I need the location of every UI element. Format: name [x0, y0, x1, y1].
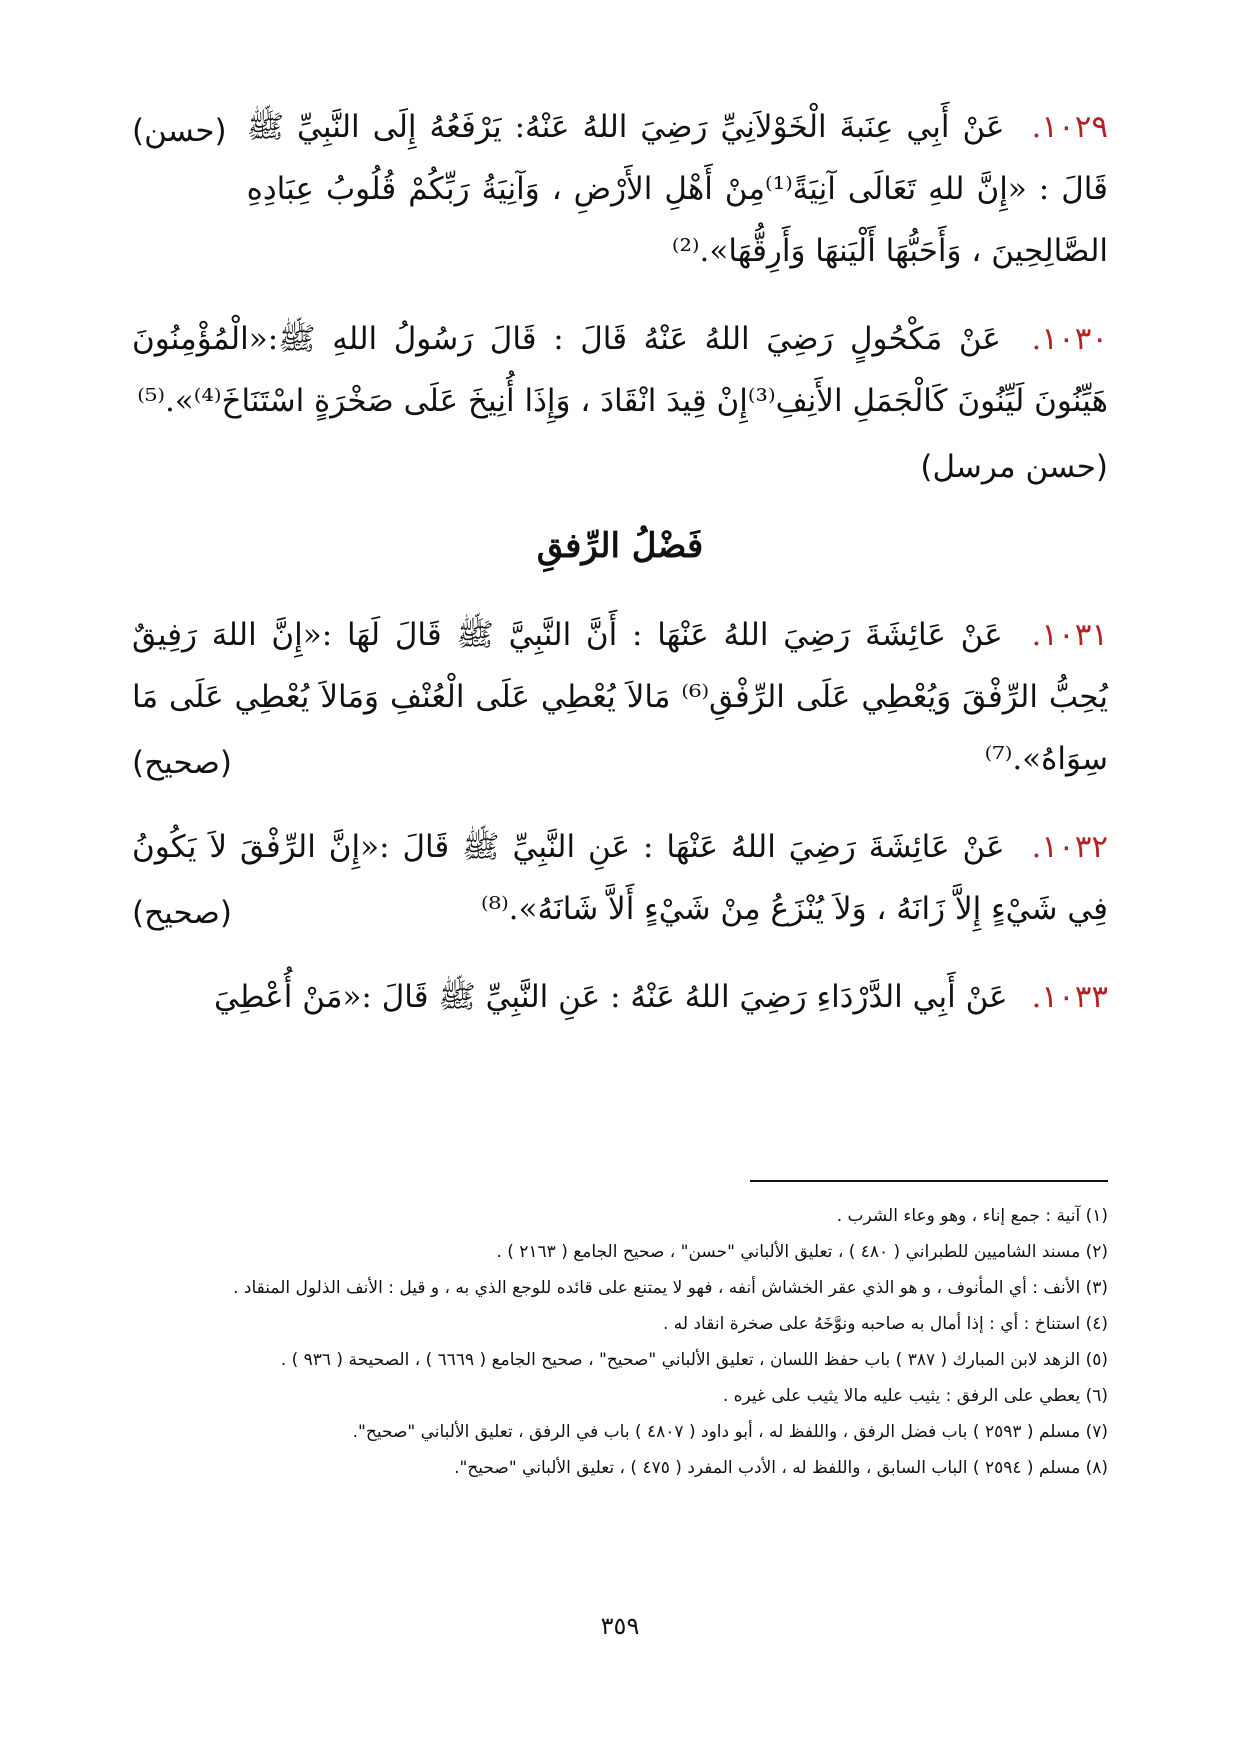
- hadith-text: عَنْ مَكْحُولٍ رَضِيَ اللهُ عَنْهُ قَالَ : قَالَ رَسُولُ اللهِ ﷺ:«الْمُؤْمِنُونَ هَيِّنُونَ لَيِّنُونَ كَالْجَمَلِ الأَنِفِ⁽³⁾إِنْ قِيدَ انْقَادَ ، وَإِذَا أُنِيخَ عَلَى صَخْرَةٍ اسْتَنَاخَ⁽⁴⁾».⁽⁵⁾: [132, 321, 1108, 419]
- footnotes: [132, 1198, 1108, 1486]
- hadith-number: ١٠٣١.: [1031, 617, 1108, 653]
- hadith-text: عَنْ عَائِشَةَ رَضِيَ اللهُ عَنْهَا : أَنَّ النَّبِيَّ ﷺ قَالَ لَهَا :«إِنَّ اللهَ رَفِيقٌ يُحِبُّ الرِّفْقَ وَيُعْطِي عَلَى الرِّفْقِ⁽⁶⁾ مَالاَ يُعْطِي عَلَى الْعُنْفِ وَمَالاَ يُعْطِي عَلَى مَا سِوَاهُ».⁽⁷⁾: [132, 617, 1108, 777]
- hadith-text: عَنْ عَائِشَةَ رَضِيَ اللهُ عَنْهَا : عَنِ النَّبِيِّ ﷺ قَالَ :«إِنَّ الرِّفْقَ لاَ يَكُونُ فِي شَيْءٍ إِلاَّ زَانَهُ ، وَلاَ يُنْزَعُ مِنْ شَيْءٍ أَلاَّ شَانَهُ».⁽⁸⁾: [132, 829, 1108, 927]
- grade-label: (صحيح): [132, 745, 232, 781]
- footnote: (٤) استناخ : أي : إذا أمال به صاحبه ونوَّخَهُ على صخرة انقاد له .: [662, 1314, 1108, 1334]
- footnote: (٦) يعطي على الرفق : يثيب عليه مالا يثيب على غيره .: [722, 1386, 1108, 1406]
- footnote: (١) آنية : جمع إناء ، وهو وعاء الشرب .: [836, 1206, 1108, 1226]
- hadith-number: ١٠٢٩.: [1031, 109, 1108, 145]
- footnote: (٧) مسلم ( ٢٥٩٣ ) باب فضل الرفق ، واللفظ له ، أبو داود ( ٤٨٠٧ ) باب في الرفق ، تعليق الألباني "صحيح".: [352, 1422, 1108, 1442]
- hadith-text: عَنْ أَبِي عِنَبةَ الْخَوْلاَنِيِّ رَضِيَ اللهُ عَنْهُ: يَرْفَعُهُ إِلَى النَّبِيِّ ﷺ قَالَ : «إِنَّ للهِ تَعَالَى آنِيَةً⁽¹⁾مِنْ أَهْلِ الأَرْضِ ، وَآنِيَةُ رَبِّكُمْ قُلُوبُ عِبَادِهِ الصَّالِحِينَ ، وَأَحَبُّهَا أَلْيَنهَا وَأَرِقُّهَا».⁽²⁾: [246, 109, 1108, 269]
- hadith-number: ١٠٣٠.: [1031, 321, 1108, 357]
- footnote-divider: [750, 1180, 1108, 1182]
- hadith-number: ١٠٣٣.: [1031, 979, 1108, 1015]
- hadith-1033: [132, 966, 1108, 1028]
- footnote: (٢) مسند الشاميين للطبراني ( ٤٨٠ ) ، تعليق الألباني "حسن" ، صحيح الجامع ( ٢١٦٣ ) .: [496, 1242, 1108, 1262]
- footnote: (٥) الزهد لابن المبارك ( ٣٨٧ ) باب حفظ اللسان ، تعليق الألباني "صحيح" ، صحيح الجامع ( ٦٦٦٩ ) ، الصحيحة ( ٩٣٦ ) .: [280, 1350, 1108, 1370]
- section-title: فَضْلُ الرِّفقِ: [536, 526, 704, 566]
- page-number: ٣٥٩: [600, 1612, 640, 1640]
- grade-label: (حسن مرسل): [920, 449, 1108, 485]
- page-body: [132, 96, 1108, 1054]
- hadith-1029: [132, 96, 1108, 282]
- hadith-1031: [132, 604, 1108, 790]
- hadith-1032: [132, 816, 1108, 940]
- hadith-text: عَنْ أَبِي الدَّرْدَاءِ رَضِيَ اللهُ عَنْهُ : عَنِ النَّبِيِّ ﷺ قَالَ :«مَنْ أُعْطِيَ: [214, 979, 1008, 1015]
- grade-label: (حسن): [132, 113, 227, 149]
- footnote: (٣) الأنف : أي المأنوف ، و هو الذي عقر الخشاش أنفه ، فهو لا يمتنع على قائده للوجع الذي به ، و قيل : الأنف الذلول المنقاد .: [233, 1278, 1108, 1298]
- footnote: (٨) مسلم ( ٢٥٩٤ ) الباب السابق ، واللفظ له ، الأدب المفرد ( ٤٧٥ ) ، تعليق الألباني "صحيح".: [454, 1458, 1108, 1478]
- grade-label: (صحيح): [132, 895, 232, 931]
- hadith-number: ١٠٣٢.: [1031, 829, 1109, 865]
- hadith-1030: [132, 308, 1108, 485]
